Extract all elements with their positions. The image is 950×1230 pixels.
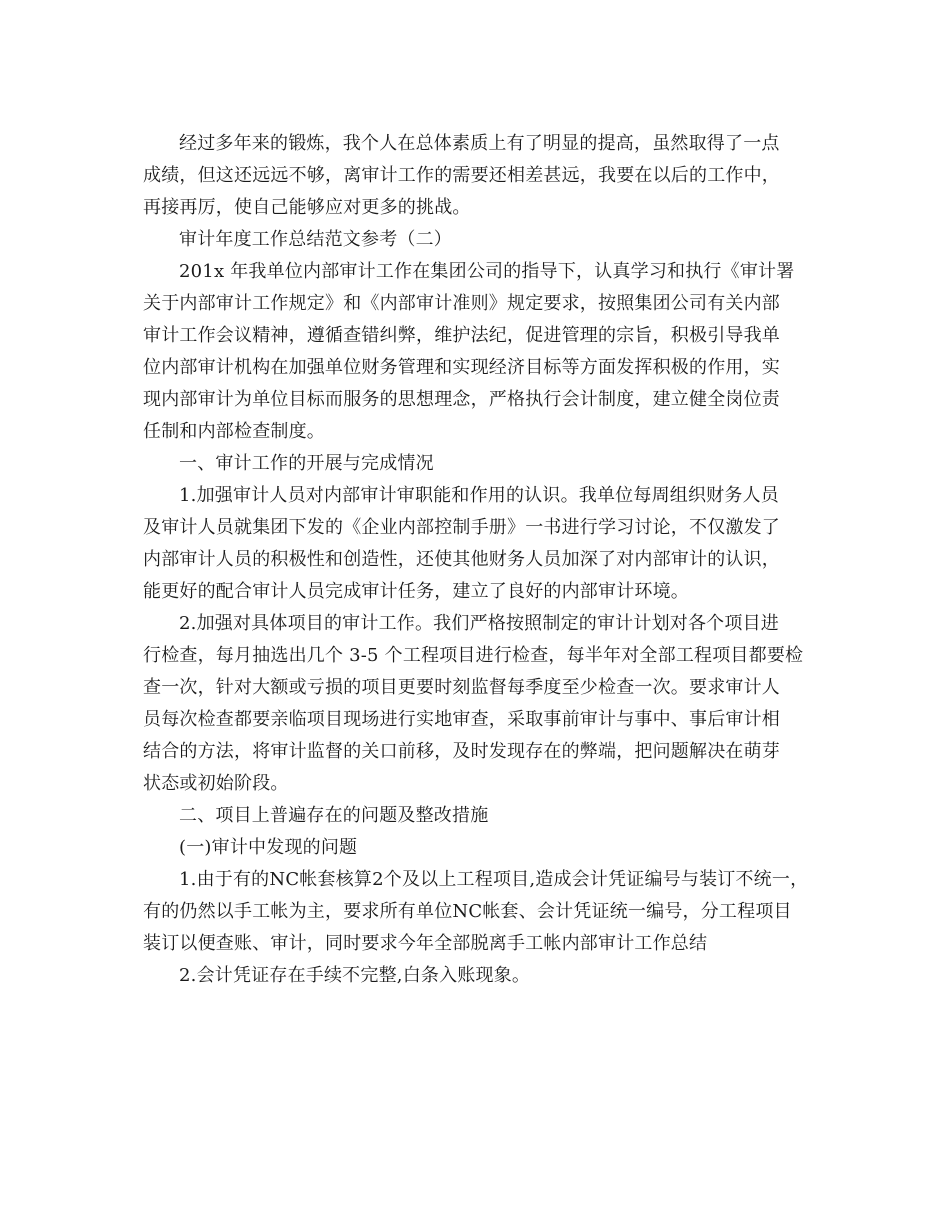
paragraph-line: 1.加强审计人员对内部审计审职能和作用的认识。我单位每周组织财务人员 xyxy=(179,485,779,506)
paragraph-line: 有的仍然以手工帐为主，要求所有单位NC帐套、会计凭证统一编号，分工程项目 xyxy=(143,901,792,922)
paragraph-line: 现内部审计为单位目标而服务的思想理念，严格执行会计制度，建立健全岗位责 xyxy=(143,389,780,410)
section-title: 审计年度工作总结范文参考（二） xyxy=(179,229,452,250)
paragraph-line: 审计工作会议精神，遵循查错纠弊，维护法纪，促进管理的宗旨，积极引导我单 xyxy=(143,325,780,346)
paragraph-line: 内部审计人员的积极性和创造性，还使其他财务人员加深了对内部审计的认识， xyxy=(143,549,780,570)
paragraph-line: 2.加强对具体项目的审计工作。我们严格按照制定的审计计划对各个项目进 xyxy=(179,613,779,634)
paragraph-line: 结合的方法，将审计监督的关口前移，及时发现存在的弊端，把问题解决在萌芽 xyxy=(143,741,780,762)
paragraph-line: 201x 年我单位内部审计工作在集团公司的指导下，认真学习和执行《审计署 xyxy=(179,261,795,282)
subsection-heading: (一)审计中发现的问题 xyxy=(179,837,358,858)
paragraph-line: 2.会计凭证存在手续不完整,白条入账现象。 xyxy=(179,965,531,986)
paragraph-line: 及审计人员就集团下发的《企业内部控制手册》一书进行学习讨论，不仅激发了 xyxy=(143,517,780,538)
paragraph-line: 1.由于有的NC帐套核算2个及以上工程项目,造成会计凭证编号与装订不统一， xyxy=(179,869,809,890)
paragraph-line: 行检查，每月抽选出几个 3-5 个工程项目进行检查，每半年对全部工程项目都要检 xyxy=(143,645,804,666)
paragraph-line: 关于内部审计工作规定》和《内部审计准则》规定要求，按照集团公司有关内部 xyxy=(143,293,780,314)
paragraph-line: 位内部审计机构在加强单位财务管理和实现经济目标等方面发挥积极的作用，实 xyxy=(143,357,780,378)
paragraph-line: 状态或初始阶段。 xyxy=(143,773,289,794)
section-heading: 一、审计工作的开展与完成情况 xyxy=(179,453,434,474)
paragraph-line: 成绩，但这还远远不够，离审计工作的需要还相差甚远，我要在以后的工作中， xyxy=(143,165,780,186)
paragraph-line: 任制和内部检查制度。 xyxy=(143,421,325,442)
paragraph-line: 员每次检查都要亲临项目现场进行实地审查，采取事前审计与事中、事后审计相 xyxy=(143,709,780,730)
section-heading: 二、项目上普遍存在的问题及整改措施 xyxy=(179,805,489,826)
paragraph-line: 再接再厉，使自己能够应对更多的挑战。 xyxy=(143,197,471,218)
document-body xyxy=(143,128,823,992)
paragraph-line: 能更好的配合审计人员完成审计任务，建立了良好的内部审计环境。 xyxy=(143,581,689,602)
paragraph-line: 经过多年来的锻炼，我个人在总体素质上有了明显的提高，虽然取得了一点 xyxy=(179,133,780,154)
paragraph-line: 装订以便查账、审计，同时要求今年全部脱离手工帐内部审计工作总结 xyxy=(143,933,708,954)
paragraph-line: 查一次，针对大额或亏损的项目更要时刻监督每季度至少检查一次。要求审计人 xyxy=(143,677,780,698)
